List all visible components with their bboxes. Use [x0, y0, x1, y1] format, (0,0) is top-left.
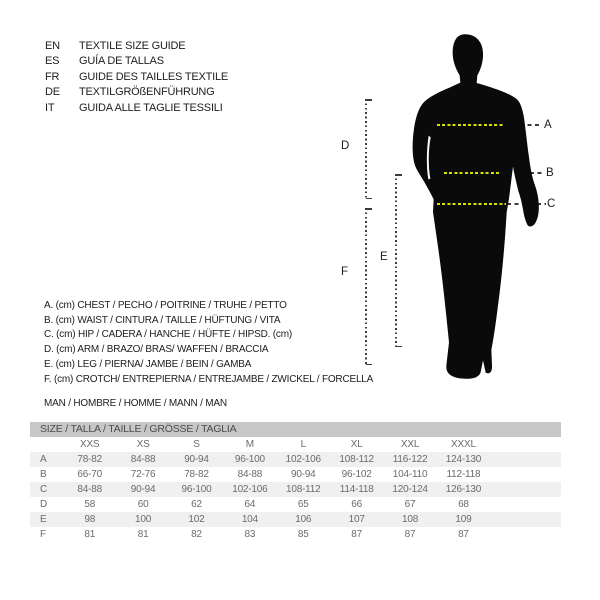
chest-dotted-line [437, 124, 503, 126]
size-value: 102-106 [285, 454, 321, 465]
size-value: 62 [191, 499, 202, 510]
language-list [45, 39, 228, 116]
size-value: 96-102 [341, 469, 372, 480]
language-row [45, 101, 228, 116]
size-table-filler [490, 467, 561, 482]
size-value: 102 [188, 514, 205, 525]
size-value: 85 [297, 529, 309, 540]
language-code: EN [45, 40, 60, 52]
measurement-legend [44, 299, 373, 387]
size-table-columns-row [30, 437, 561, 452]
size-value: 64 [244, 499, 256, 510]
arm-line-bottom-tick [366, 198, 372, 200]
size-column-header: S [193, 439, 200, 450]
size-value: 120-124 [392, 484, 428, 495]
language-row [45, 39, 228, 54]
leg-line-bottom-tick [396, 346, 402, 348]
size-value: 96-100 [181, 484, 212, 495]
size-column-header: M [245, 439, 254, 450]
size-value: 81 [84, 529, 96, 540]
size-value: 84-88 [237, 469, 263, 480]
size-table-filler [490, 452, 561, 467]
man-silhouette-body [413, 34, 539, 379]
size-table-filler [490, 497, 561, 512]
size-table-filler [490, 527, 561, 542]
size-value: 104-110 [392, 469, 428, 480]
size-value: 78-82 [77, 454, 102, 465]
size-value: 66 [351, 499, 363, 510]
size-value: 65 [297, 499, 309, 510]
language-row [45, 70, 228, 85]
size-table-row [30, 512, 561, 527]
measurement-line: B. (cm) WAIST / CINTURA / TAILLE / HÜFTUNG / VITA [44, 314, 281, 326]
language-code: DE [45, 86, 60, 99]
size-value: 72-76 [130, 469, 156, 480]
label-arm-d: D [341, 140, 350, 152]
measurement-line: D. (cm) ARM / BRAZO/ BRAS/ WAFFEN / BRACCIA [44, 344, 269, 356]
size-value: 107 [348, 514, 365, 525]
size-value: 68 [458, 499, 469, 510]
size-value: 102-106 [232, 484, 268, 495]
language-label: TEXTILGRÖßENFÜHRUNG [79, 86, 215, 99]
size-table-filler [490, 512, 561, 527]
size-value: 116-122 [392, 454, 428, 465]
language-row [45, 85, 228, 100]
crotch-line-top-tick [366, 208, 372, 210]
arm-line-top-tick [366, 99, 372, 101]
size-table-corner-cell [30, 437, 63, 452]
language-code: FR [45, 70, 60, 83]
size-value: 98 [84, 514, 96, 525]
hip-dotted-line [437, 203, 506, 205]
language-label: GUIDE DES TAILLES TEXTILE [79, 70, 229, 83]
size-value: 124-130 [445, 454, 482, 465]
size-table-body [30, 437, 561, 542]
size-table-header: SIZE / TALLA / TAILLE / GRÖSSE / TAGLIA [30, 422, 561, 437]
size-table-row [30, 527, 561, 542]
label-waist-b: B [546, 167, 554, 179]
size-column-header: XL [350, 439, 363, 450]
size-value: 108-112 [285, 484, 321, 495]
size-value: 90-94 [290, 469, 316, 480]
label-crotch-f: F [341, 266, 348, 278]
size-table-row [30, 467, 561, 482]
crotch-dotted-line [365, 208, 367, 365]
size-column-header: XXL [400, 439, 420, 450]
size-table-filler [490, 437, 561, 452]
row-label: F [40, 529, 46, 540]
size-value: 82 [191, 529, 202, 540]
size-column-header: XS [136, 439, 150, 450]
size-value: 109 [455, 514, 472, 525]
size-value: 100 [135, 514, 152, 525]
size-value: 66-70 [77, 469, 102, 480]
size-column-header: XXS [79, 439, 100, 450]
size-table-row [30, 452, 561, 467]
size-value: 114-118 [339, 484, 374, 495]
size-value: 87 [458, 529, 469, 540]
measurement-line: A. (cm) CHEST / PECHO / POITRINE / TRUHE / PETTO [44, 300, 287, 311]
leg-line-top-tick [396, 174, 402, 176]
language-code: ES [45, 55, 60, 68]
waist-dotted-line [444, 172, 499, 174]
measurement-line: F. (cm) CROTCH/ ENTREPIERNA / ENTREJAMBE / ZWICKEL / FORCELLA [44, 373, 374, 385]
leg-dotted-line [395, 174, 397, 347]
size-value: 90-94 [184, 454, 209, 465]
size-value: 108 [401, 514, 419, 525]
size-value: 104 [241, 514, 258, 525]
arm-dotted-line [365, 99, 367, 199]
size-table-row [30, 482, 561, 497]
size-value: 84-88 [130, 454, 156, 465]
size-value: 58 [84, 499, 96, 510]
language-label: TEXTILE SIZE GUIDE [79, 40, 186, 52]
size-value: 87 [404, 529, 416, 540]
row-label: E [40, 514, 47, 525]
size-value: 126-130 [445, 484, 482, 495]
size-value: 96-100 [234, 454, 265, 465]
gender-line: MAN / HOMBRE / HOMME / MANN / MAN [44, 398, 227, 409]
size-value: 90-94 [130, 484, 156, 495]
size-table-filler [490, 482, 561, 497]
size-column-header: L [300, 439, 306, 450]
size-value: 106 [295, 514, 312, 525]
size-value: 83 [244, 529, 256, 540]
size-table [30, 422, 561, 542]
size-value: 87 [351, 529, 363, 540]
size-value: 60 [137, 499, 149, 510]
language-label: GUIDA ALLE TAGLIE TESSILI [79, 101, 223, 114]
measurement-line: C. (cm) HIP / CADERA / HANCHE / HÜFTE / HIPSD. (cm) [44, 329, 292, 341]
row-label: B [40, 469, 47, 480]
row-label: A [40, 454, 47, 465]
language-code: IT [45, 101, 55, 114]
size-column-header: XXXL [451, 439, 476, 450]
size-value: 78-82 [184, 469, 209, 480]
size-value: 67 [404, 499, 416, 510]
size-value: 108-112 [339, 454, 374, 465]
size-value: 81 [137, 529, 149, 540]
size-value: 112-118 [446, 469, 481, 480]
label-chest-a: A [544, 119, 552, 131]
language-label: GUÍA DE TALLAS [79, 55, 164, 68]
label-hip-c: C [547, 198, 556, 210]
row-label: C [40, 484, 48, 495]
measurement-line: E. (cm) LEG / PIERNA/ JAMBE / BEIN / GAMBA [44, 358, 252, 370]
language-row [45, 54, 228, 69]
size-table-row [30, 497, 561, 512]
size-value: 84-88 [77, 484, 102, 495]
label-leg-e: E [380, 251, 388, 263]
crotch-line-bottom-tick [366, 364, 372, 366]
row-label: D [40, 499, 48, 510]
